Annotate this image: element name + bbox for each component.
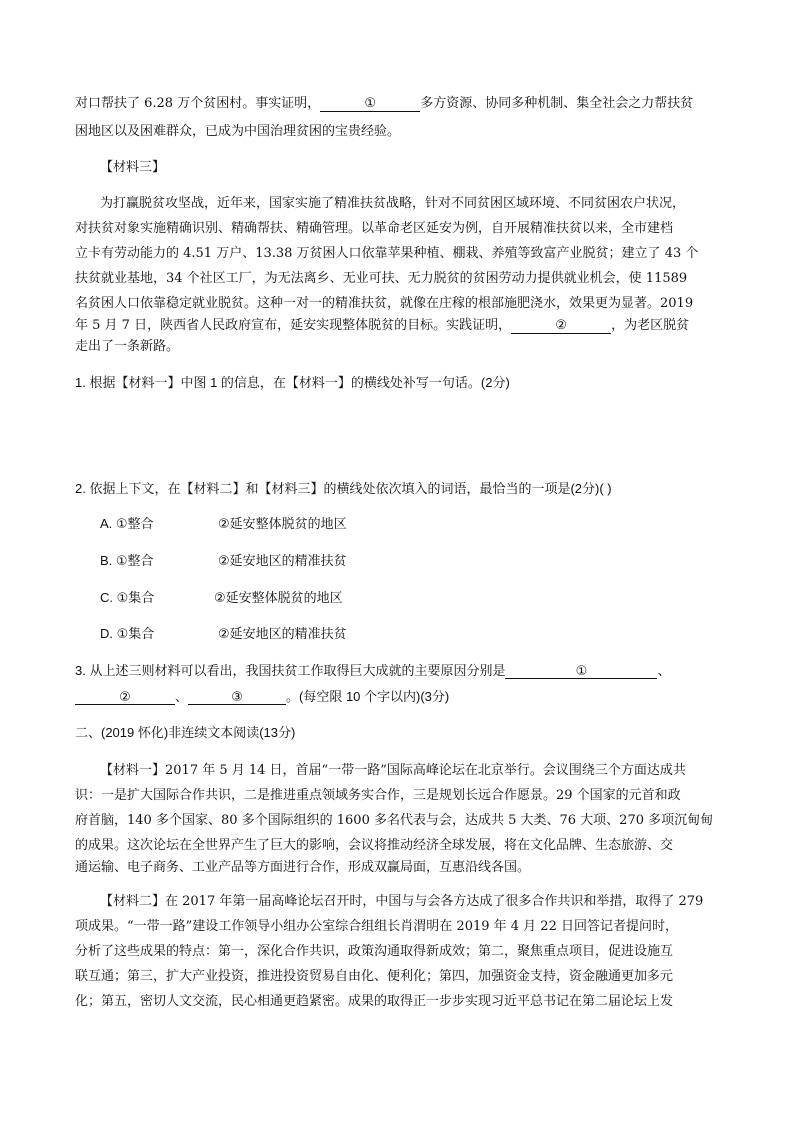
- material3-line1: 为打赢脱贫攻坚战，近年来，国家实施了精准扶贫战略，针对不同贫困区域环境、不同贫困农户状况，: [100, 196, 686, 211]
- text-segment: 多方资源、协同多种机制、集全社会之力帮扶贫: [420, 96, 694, 111]
- material3-line6: [75, 318, 689, 334]
- option-detail: ②延安地区的精准扶贫: [218, 553, 347, 568]
- s2-material1-line1: 【材料一】2017 年 5 月 14 日，首届“一带一路”国际高峰论坛在北京举行。会议围绕三个方面达成共: [100, 763, 686, 778]
- option-detail: ②延安整体脱贫的地区: [218, 516, 347, 531]
- answer-blank-2[interactable]: ②: [75, 690, 175, 705]
- s2-material1-line3: 府首脑，140 多个国家、80 多个国际组织的 1600 多名代表与会，达成共 5 大类、76 大项、270 多项沉甸甸: [75, 813, 714, 828]
- text-segment: 、: [657, 663, 671, 678]
- text-segment: 年 5 月 7 日，陕西省人民政府宣布，延安实现整体脱贫的目标。实践证明，: [75, 318, 512, 333]
- answer-blank-1[interactable]: ①: [505, 664, 657, 679]
- question-3-line1: [75, 663, 670, 679]
- s2-material2-line1: 【材料二】在 2017 年第一届高峰论坛召开时，中国与与会各方达成了很多合作共识和举措，取得了 279: [100, 894, 704, 909]
- answer-blank-3[interactable]: ③: [188, 690, 286, 705]
- text-segment: 3. 从上述三则材料可以看出，我国扶贫工作取得巨大成就的主要原因分别是: [75, 663, 506, 678]
- s2-material2-line4: 联互通；第三，扩大产业投资，推进投资贸易自由化、便利化；第四，加强资金支持，资金融通更加多元: [75, 969, 674, 984]
- option-letter: B. ①整合: [100, 553, 154, 568]
- answer-area-q1[interactable]: [75, 395, 715, 465]
- section-2-title: 二、(2019 怀化)非连续文本阅读(13分): [75, 725, 296, 740]
- material2-line2: 困地区以及困难群众，已成为中国治理贫困的宝贵经验。: [75, 124, 401, 139]
- material3-line5: 名贫困人口依靠稳定就业脱贫。这种一对一的精准扶贫，就像在庄稼的根部施肥浇水，效果更为显著。2019: [75, 296, 694, 311]
- material3-line4: 扶贫就业基地，34 个社区工厂，为无法离乡、无业可扶、无力脱贫的贫困劳动力提供就业机会，使 11589: [75, 271, 688, 286]
- text-segment: 对口帮扶了 6.28 万个贫困村。事实证明，: [75, 96, 321, 111]
- material3-line7: 走出了一条新路。: [75, 339, 180, 354]
- option-letter: A. ①整合: [100, 516, 154, 531]
- s2-material2-line3: 分析了这些成果的特点：第一，深化合作共识，政策沟通取得新成效；第二，聚焦重点项目，促进设施互: [75, 944, 674, 959]
- option-detail: ②延安地区的精准扶贫: [218, 626, 347, 641]
- s2-material2-line2: 项成果。“一带一路”建设工作领导小组办公室综合组组长肖渭明在 2019 年 4 月 22 日回答记者提问时，: [75, 919, 678, 934]
- question-3-line2: [75, 689, 449, 705]
- material3-heading: 【材料三】: [100, 160, 166, 175]
- text-segment: ，为老区脱贫: [611, 318, 690, 333]
- material2-line1: [75, 96, 693, 112]
- blank-1: ①: [320, 97, 420, 112]
- material3-line2: 对扶贫对象实施精确识别、精确帮扶、精确管理。以革命老区延安为例，自开展精准扶贫以来，全市建档: [75, 221, 674, 236]
- blank-2: ②: [511, 319, 611, 334]
- question-1: 1. 根据【材料一】中图 1 的信息，在【材料一】的横线处补写一句话。(2分): [75, 375, 510, 390]
- option-letter: C. ①集合: [100, 590, 155, 605]
- question-2: 2. 依据上下文，在【材料二】和【材料三】的横线处依次填入的词语，最恰当的一项是(2分)( ): [75, 481, 612, 496]
- s2-material1-line5: 通运输、电子商务、工业产品等方面进行合作，形成双赢局面，互惠沿线各国。: [75, 860, 531, 875]
- s2-material1-line2: 识：一是扩大国际合作共识，二是推进重点领域务实合作，三是规划长远合作愿景。29 个国家的元首和政: [75, 788, 681, 803]
- option-letter: D. ①集合: [100, 626, 155, 641]
- text-segment: 。(每空限 10 个字以内)(3分): [286, 689, 450, 704]
- material3-line3: 立卡有劳动能力的 4.51 万户、13.38 万贫困人口依靠苹果种植、棚栽、养殖等致富产业脱贫；建立了 43 个: [75, 246, 699, 261]
- option-detail: ②延安整体脱贫的地区: [214, 590, 343, 605]
- s2-material1-line4: 的成果。这次论坛在全世界产生了巨大的影响，会议将推动经济全球发展，将在文化品牌、生态旅游、交: [75, 838, 674, 853]
- s2-material2-line5: 化；第五，密切人文交流，民心相通更趋紧密。成果的取得正一步步实现习近平总书记在第二届论坛上发: [75, 994, 674, 1009]
- text-segment: 、: [175, 689, 189, 704]
